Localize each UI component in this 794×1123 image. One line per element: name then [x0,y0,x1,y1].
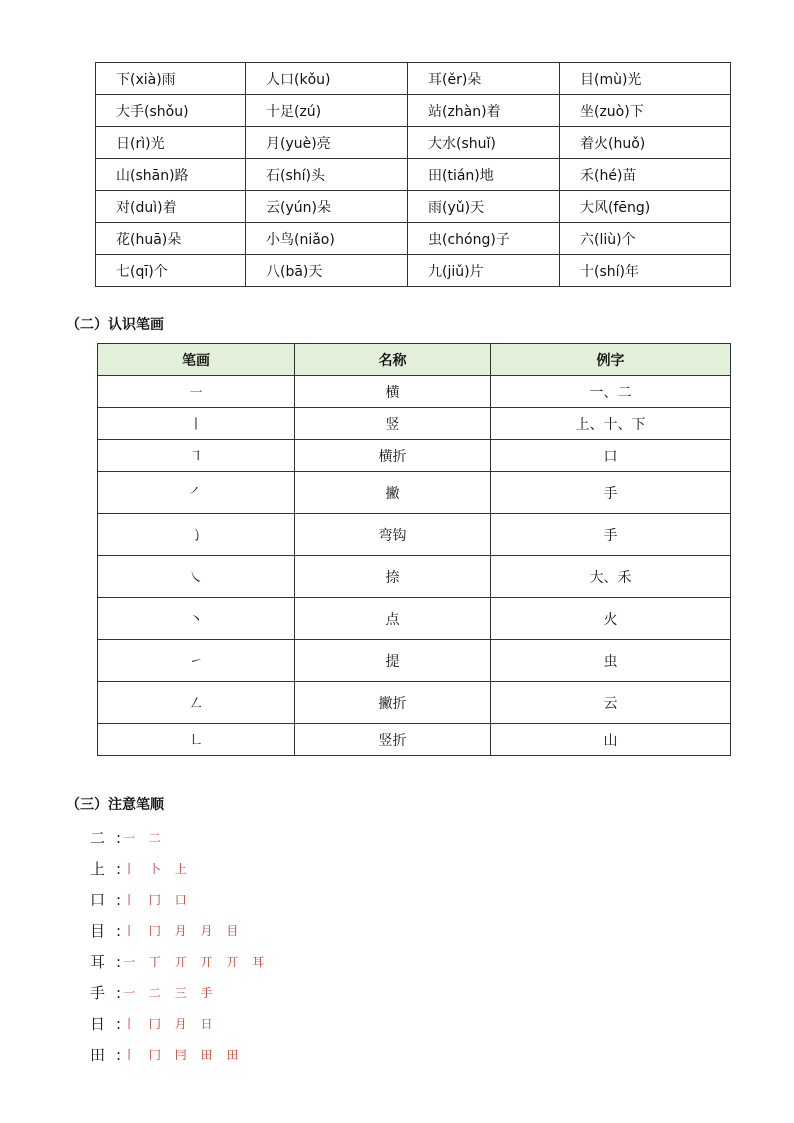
column-header-name: 名称 [295,344,491,376]
table-cell: 十(shí)年 [560,255,731,287]
table-cell: 着火(huǒ) [560,127,731,159]
table-cell: 月(yuè)亮 [246,127,408,159]
table-row [96,223,731,255]
table-row [96,159,731,191]
table-cell: 人口(kǒu) [246,63,408,95]
stroke-sequence: 一 二 三 手 [123,986,218,1000]
character: 日 [90,1015,106,1033]
table-cell: 站(zhàn)着 [408,95,560,127]
stroke-name: 弯钩 [295,514,491,556]
character: 田 [90,1046,106,1064]
stroke-glyph: ㇗ [98,724,295,756]
stroke-sequence: 丨 卜 上 [123,862,192,876]
stroke-glyph: ㇀ [98,640,295,682]
stroke-example: 大、禾 [491,556,731,598]
stroke-order-list [90,822,269,1070]
stroke-glyph: ㇜ [98,682,295,724]
table-cell: 耳(ěr)朵 [408,63,560,95]
character: 二 [90,829,106,847]
table-cell: 小鸟(niǎo) [246,223,408,255]
table-cell: 日(rì)光 [96,127,246,159]
table-row [98,514,731,556]
table-cell: 目(mù)光 [560,63,731,95]
table-row [98,682,731,724]
column-header-stroke: 笔画 [98,344,295,376]
table-row [98,556,731,598]
table-cell: 禾(hé)苗 [560,159,731,191]
stroke-name: 撇 [295,472,491,514]
table-cell: 大手(shǒu) [96,95,246,127]
stroke-glyph: ㇐ [98,376,295,408]
table-row [98,440,731,472]
table-row [98,376,731,408]
stroke-sequence: 一 二 [123,831,166,845]
table-cell: 石(shí)头 [246,159,408,191]
table-header-row [98,344,731,376]
table-cell: 虫(chóng)子 [408,223,560,255]
stroke-glyph: ㇔ [98,598,295,640]
section-title-strokes: （二）认识笔画 [66,317,164,333]
stroke-example: 上、十、下 [491,408,731,440]
stroke-name: 捺 [295,556,491,598]
column-header-example: 例字 [491,344,731,376]
table-cell: 大风(fēng) [560,191,731,223]
list-item: 目 : 丨 冂 月 月 目 [90,921,244,940]
table-row [96,95,731,127]
list-item: 手 : 一 二 三 手 [90,983,218,1002]
stroke-sequence: 丨 冂 口 [123,893,192,907]
stroke-glyph: ㇁ [98,514,295,556]
character: 上 [90,860,106,878]
list-item: 田 : 丨 冂 冃 田 田 [90,1045,244,1064]
stroke-sequence: 一 丅 丌 丌 丌 耳 [123,955,270,969]
table-cell: 八(bā)天 [246,255,408,287]
stroke-name: 竖折 [295,724,491,756]
table-cell: 雨(yǔ)天 [408,191,560,223]
table-row [96,255,731,287]
table-cell: 十足(zú) [246,95,408,127]
table-row [98,472,731,514]
table-row [98,408,731,440]
table-cell: 下(xià)雨 [96,63,246,95]
table-row [98,640,731,682]
character: 口 [90,891,106,909]
table-cell: 坐(zuò)下 [560,95,731,127]
table-cell: 对(duì)着 [96,191,246,223]
list-item: 耳 : 一 丅 丌 丌 丌 耳 [90,952,270,971]
stroke-glyph: ㇒ [98,472,295,514]
stroke-sequence: 丨 冂 冃 田 田 [123,1048,244,1062]
table-cell: 九(jiǔ)片 [408,255,560,287]
stroke-glyph: ㇕ [98,440,295,472]
stroke-example: 手 [491,472,731,514]
stroke-sequence: 丨 冂 月 日 [123,1017,218,1031]
stroke-example: 一、二 [491,376,731,408]
table-row [96,127,731,159]
character: 目 [90,922,106,940]
stroke-glyph: ㇏ [98,556,295,598]
stroke-example: 手 [491,514,731,556]
table-cell: 大水(shuǐ) [408,127,560,159]
list-item: 上 : 丨 卜 上 [90,859,192,878]
stroke-name: 横折 [295,440,491,472]
character: 手 [90,984,106,1002]
stroke-name: 点 [295,598,491,640]
stroke-table [97,343,731,756]
stroke-name: 横 [295,376,491,408]
list-item: 口 : 丨 冂 口 [90,890,192,909]
table-cell: 花(huā)朵 [96,223,246,255]
section-title-stroke-order: （三）注意笔顺 [66,797,164,813]
table-row [96,191,731,223]
list-item: 日 : 丨 冂 月 日 [90,1014,218,1033]
stroke-sequence: 丨 冂 月 月 目 [123,924,244,938]
stroke-example: 火 [491,598,731,640]
stroke-name: 提 [295,640,491,682]
table-cell: 七(qī)个 [96,255,246,287]
table-cell: 山(shān)路 [96,159,246,191]
table-cell: 云(yún)朵 [246,191,408,223]
list-item: 二 : 一 二 [90,828,166,847]
stroke-example: 云 [491,682,731,724]
table-row [98,598,731,640]
stroke-example: 虫 [491,640,731,682]
vocabulary-table [95,62,731,287]
stroke-example: 山 [491,724,731,756]
stroke-name: 竖 [295,408,491,440]
stroke-glyph: ㇑ [98,408,295,440]
stroke-example: 口 [491,440,731,472]
table-cell: 田(tián)地 [408,159,560,191]
table-row [98,724,731,756]
table-row [96,63,731,95]
stroke-name: 撇折 [295,682,491,724]
character: 耳 [90,953,106,971]
table-cell: 六(liù)个 [560,223,731,255]
